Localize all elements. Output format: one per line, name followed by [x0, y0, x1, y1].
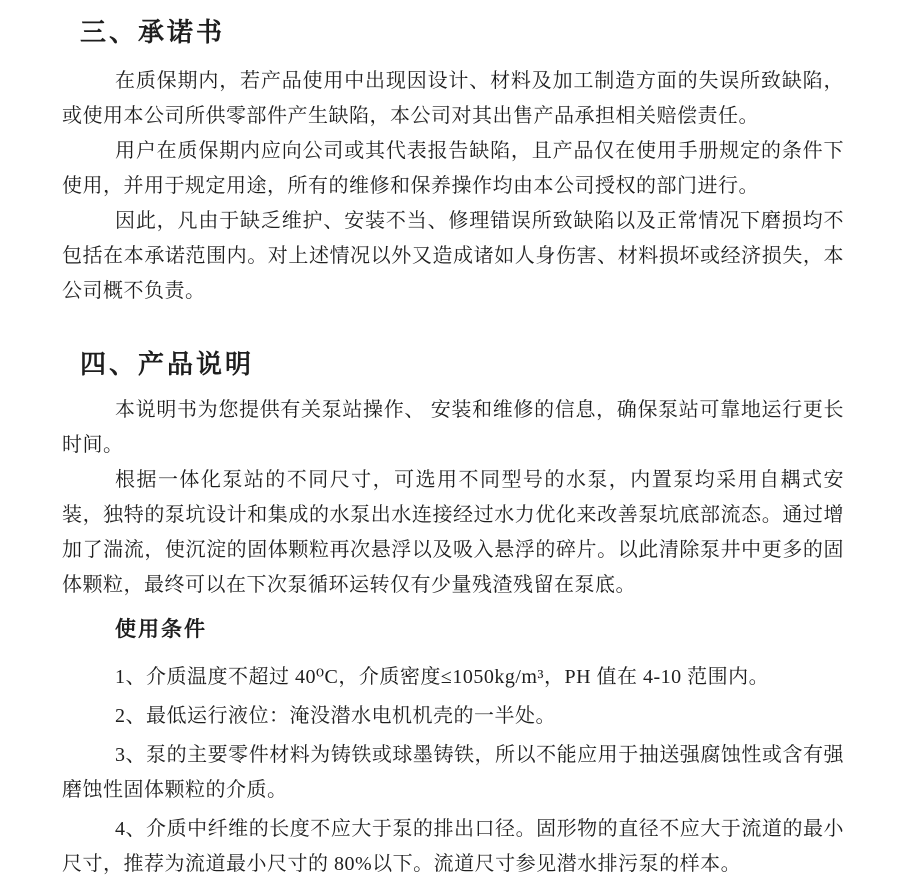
- warranty-paragraph-2: 用户在质保期内应向公司或其代表报告缺陷，且产品仅在使用手册规定的条件下使用，并用于规定用途，所有的维修和保养操作均由本公司授权的部门进行。: [62, 140, 844, 197]
- section-4-title: 四、产品说明: [80, 350, 255, 379]
- condition-item-2: 2、最低运行液位：淹没潜水电机机壳的一半处。: [115, 705, 556, 727]
- warranty-paragraph-3: 因此，凡由于缺乏维护、安装不当、修理错误所致缺陷以及正常情况下磨损均不包括在本承诺范围内。对上述情况以外又造成诸如人身伤害、材料损坏或经济损失，本公司概不负责。: [62, 210, 844, 302]
- warranty-paragraph-1: 在质保期内，若产品使用中出现因设计、材料及加工制造方面的失误所致缺陷，或使用本公司所供零部件产生缺陷，本公司对其出售产品承担相关赔偿责任。: [62, 70, 844, 127]
- condition-item-4: 4、介质中纤维的长度不应大于泵的排出口径。固形物的直径不应大于流道的最小尺寸，推荐为流道最小尺寸的 80%以下。流道尺寸参见潜水排污泵的样本。: [62, 818, 844, 875]
- product-intro-paragraph: 本说明书为您提供有关泵站操作、 安装和维修的信息，确保泵站可靠地运行更长时间。: [62, 399, 844, 456]
- condition-item-1: 1、介质温度不超过 40⁰C，介质密度≤1050kg/m³，PH 值在 4-10 范围内。: [115, 666, 770, 688]
- condition-item-3: 3、泵的主要零件材料为铸铁或球墨铸铁，所以不能应用于抽送强腐蚀性或含有强磨蚀性固体颗粒的介质。: [62, 744, 844, 801]
- usage-conditions-heading: 使用条件: [115, 617, 207, 641]
- section-3-title: 三、承诺书: [80, 18, 226, 47]
- product-description-paragraph: 根据一体化泵站的不同尺寸，可选用不同型号的水泵，内置泵均采用自耦式安装，独特的泵坑设计和集成的水泵出水连接经过水力优化来改善泵坑底部流态。通过增加了湍流，使沉淀的固体颗粒再次悬浮以及吸入悬浮的碎片。以此清除泵井中更多的固体颗粒，最终可以在下次泵循环运转仅有少量残渣残留在泵底。: [62, 469, 844, 596]
